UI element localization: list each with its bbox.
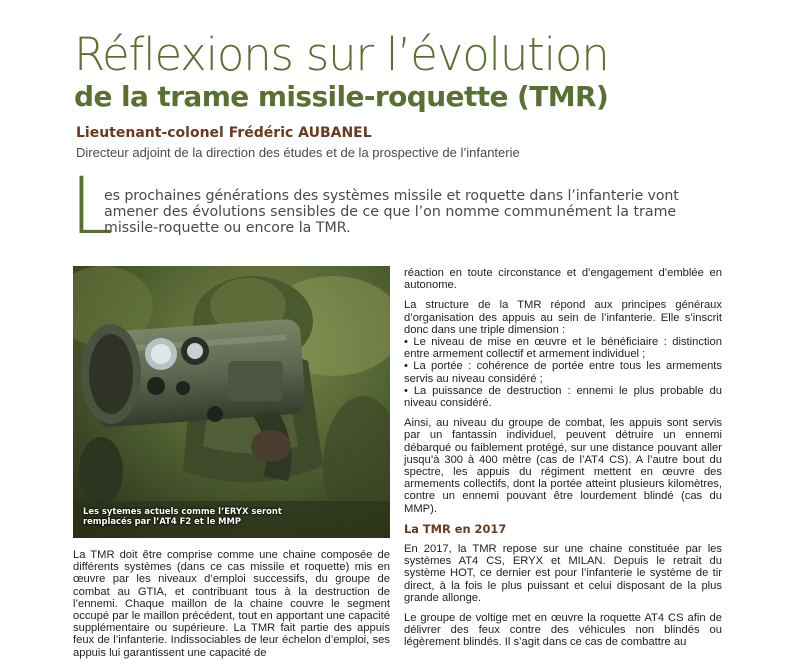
article-photo — [73, 266, 390, 538]
author-name: Lieutenant-colonel Frédéric AUBANEL — [76, 125, 372, 141]
article-title-line-1: Réflexions sur l’évolution — [74, 28, 609, 81]
lead-paragraph — [104, 188, 724, 236]
paragraph: réaction en toute circonstance et d’engagement d’emblée en autonome. — [404, 267, 722, 292]
bullet-list — [404, 336, 722, 409]
paragraph: Ainsi, au niveau du groupe de combat, les appuis sont servis par un fantassin individuel, peuvent détruire un ennemi débarqué ou faiblement protégé, sur une distance pouvant aller jusqu’à 300 à 400 mètre (cas de l’AT4 CS). A l’autre bout du spectre, les appuis du régiment mettent en œuvre des armements collectifs, dont la portée atteint plusieurs kilomètres, contre un ennemi pouvant être lourdement blindé (cas du MMP). — [404, 417, 722, 515]
photo-caption: Les sytemes actuels comme l’ERYX seront remplacés par l’AT4 F2 et le MMP — [83, 506, 282, 526]
paragraph: La TMR doit être comprise comme une chaine composée de différents systèmes (dans ce cas missile et roquette) mis en œuvre par les niveaux d’emploi successifs, du groupe de combat au GTIA, et contribuant tous à la destruction de l’ennemi. Chaque maillon de la chaine couvre le segment occupé par le maillon précédent, tout en apportant une capacité supplémentaire ou supérieure. La TMR fait partie des appuis feux de l’infanterie. Indissociables de leur échelon d’emploi, ses appuis lui garantissent une capacité de — [73, 549, 390, 659]
paragraph: Le groupe de voltige met en œuvre la roquette AT4 CS afin de délivrer des feux contre des véhicules non blindés ou légèrement blindés. Il s’agit dans ce cas de combattre au — [404, 612, 722, 649]
bullet-item: • Le niveau de mise en œuvre et le bénéficiaire : distinction entre armement collectif et armement individuel ; — [404, 336, 722, 361]
right-column — [404, 267, 722, 657]
section-heading: La TMR en 2017 — [404, 521, 507, 536]
article-title-line-2: de la trame missile-roquette (TMR) — [74, 80, 609, 113]
left-column — [73, 549, 390, 667]
lead-rest: des évolutions sensibles de ce que l’on nomme communément la trame missile-roquette ou encore la TMR. — [104, 204, 677, 236]
author-role: Directeur adjoint de la direction des études et de la prospective de l’infanterie — [76, 145, 520, 160]
soldier-launcher-illustration — [73, 266, 390, 538]
lead-dropcap: L — [70, 162, 114, 252]
lead-first-line: es prochaines générations des systèmes missile et roquette dans l’infanterie vont amener — [104, 188, 679, 220]
paragraph: La structure de la TMR répond aux principes généraux d’organisation des appuis au sein de l’infanterie. Elle s’inscrit donc dans une triple dimension : — [404, 299, 722, 336]
paragraph: En 2017, la TMR repose sur une chaine constituée par les systèmes AT4 CS, ERYX et MILAN. Depuis le retrait du système HOT, ce dernier est pour l’infanterie le système de tir direct, à la fois le plus puissant et celui disposant de la plus grande allonge. — [404, 543, 722, 604]
bullet-item: • La puissance de destruction : ennemi le plus probable du niveau considéré. — [404, 384, 722, 410]
bullet-item: • La portée : cohérence de portée entre tous les armements servis au niveau considéré ; — [404, 360, 722, 385]
